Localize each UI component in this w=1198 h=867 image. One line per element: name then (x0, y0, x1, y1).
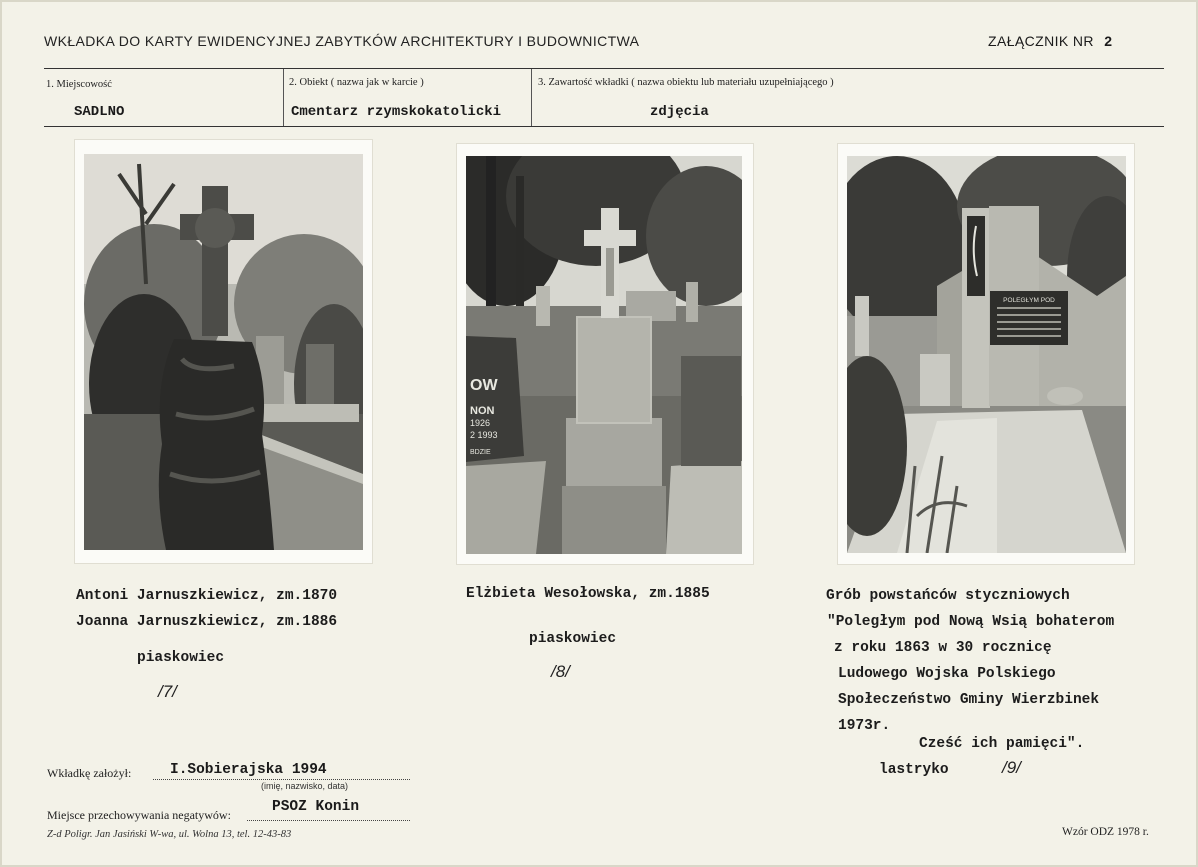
photo-number: /9/ (1002, 758, 1021, 777)
caption-line: Ludowego Wojska Polskiego (838, 666, 1056, 682)
caption-line: Elżbieta Wesołowska, zm.1885 (466, 586, 710, 602)
photo-image (84, 154, 363, 550)
founder-hint: (imię, nazwisko, data) (261, 781, 349, 791)
content-value: zdjęcia (650, 104, 709, 120)
form-model: Wzór ODZ 1978 r. (1062, 826, 1149, 838)
field-divider (283, 69, 284, 126)
caption-line: "Poległym pod Nową Wsią bohaterom (827, 614, 1115, 630)
storage-label: Miejsce przechowywania negatywów: (47, 808, 231, 822)
photo-grave-8 (457, 144, 753, 564)
caption-line: Społeczeństwo Gminy Wierzbinek (838, 692, 1100, 708)
object-value: Cmentarz rzymskokatolicki (291, 104, 502, 120)
printer-imprint: Z-d Poligr. Jan Jasiński W-wa, ul. Wolna 13, tel. 12-43-83 (47, 829, 292, 840)
stone-text: BDZIE (470, 449, 491, 456)
annex-label-text: ZAŁĄCZNIK NR (988, 33, 1094, 49)
bottom-rule (44, 126, 1164, 127)
storage-value: PSOZ Konin (272, 799, 360, 815)
founder-label: Wkładkę założył: (47, 766, 132, 780)
photo-number: /7/ (158, 682, 177, 701)
stone-text: 1926 (470, 418, 491, 428)
content-label: 3. Zawartość wkładki ( nazwa obiektu lub materiału uzupełniającego ) (538, 77, 834, 88)
place-value: SADLNO (74, 104, 125, 120)
caption-line: 1973r. (838, 718, 891, 734)
storage-line (247, 820, 410, 821)
stone-text: 2 1993 (470, 430, 498, 440)
annex-number: 2 (1104, 33, 1113, 49)
photo-image (466, 156, 742, 554)
top-rule (44, 68, 1164, 69)
stone-text: OW (470, 377, 498, 394)
photo-grave-9 (838, 144, 1134, 564)
object-label: 2. Obiekt ( nazwa jak w karcie ) (289, 77, 424, 88)
place-label: 1. Miejscowość (46, 79, 112, 90)
annex-label (988, 33, 1112, 49)
caption-line: Cześć ich pamięci". (919, 736, 1085, 752)
form-title: WKŁADKA DO KARTY EWIDENCYJNEJ ZABYTKÓW ARCHITEKTURY I BUDOWNICTWA (44, 33, 640, 49)
field-divider (531, 69, 532, 126)
photo-number: /8/ (551, 662, 570, 681)
caption-line: Grób powstańców styczniowych (826, 588, 1070, 604)
founder-value: I.Sobierajska 1994 (170, 762, 327, 778)
photo-image (847, 156, 1126, 553)
caption-material: lastryko (879, 762, 949, 778)
stone-text: NON (470, 405, 495, 417)
caption-line: Antoni Jarnuszkiewicz, zm.1870 (76, 588, 338, 604)
caption-line: z roku 1863 w 30 rocznicę (834, 640, 1052, 656)
photo-grave-7 (75, 140, 372, 563)
caption-line: Joanna Jarnuszkiewicz, zm.1886 (76, 614, 338, 630)
plaque-text: POLEGŁYM POD (1003, 297, 1055, 304)
caption-material: piaskowiec (529, 631, 617, 647)
caption-material: piaskowiec (137, 650, 225, 666)
founder-line (153, 779, 410, 780)
